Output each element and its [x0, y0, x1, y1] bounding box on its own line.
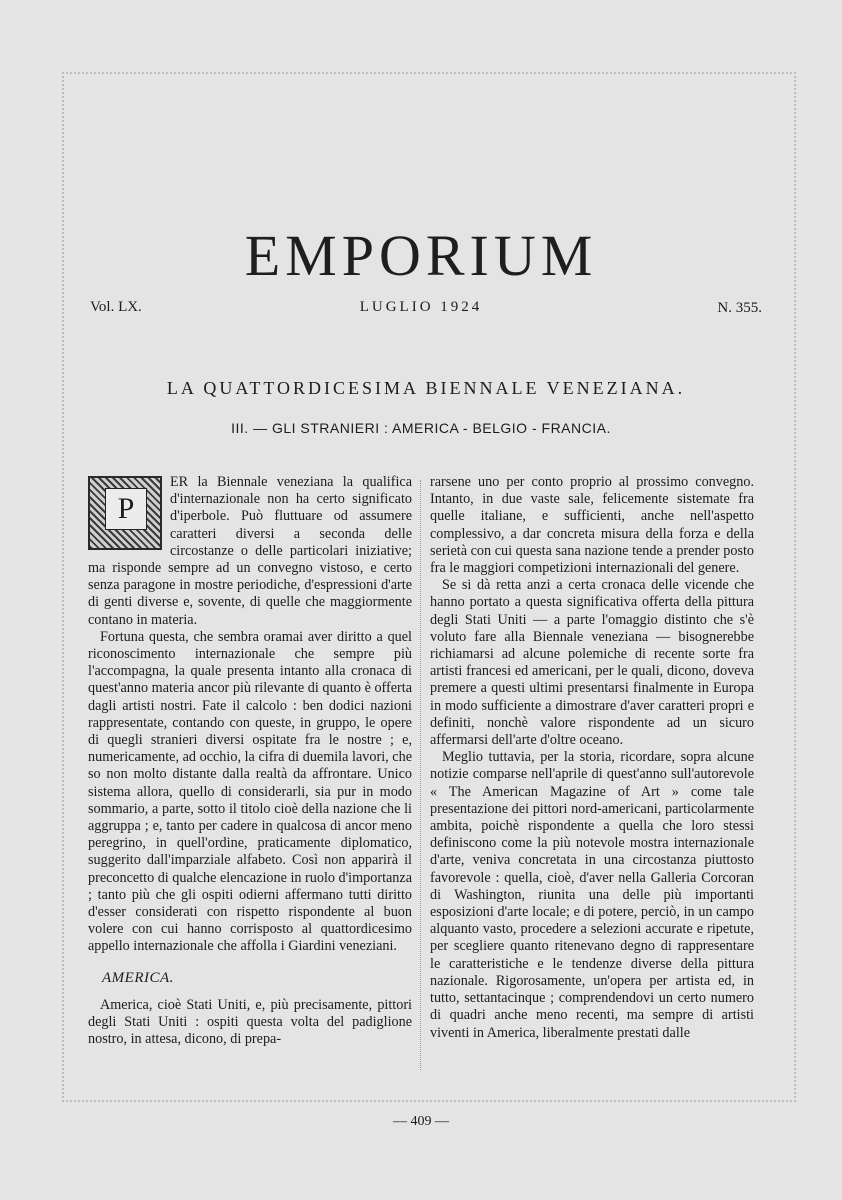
issue-number: N. 355. — [717, 300, 762, 316]
paragraph: America, cioè Stati Uniti, e, più precisamente, pittori degli Stati Uniti : ospiti questa volta del padiglione nostro, in attesa, dicono, di prepa- — [88, 996, 412, 1048]
column-separator — [420, 480, 421, 1070]
magazine-title: EMPORIUM — [244, 223, 598, 288]
volume-label: Vol. LX. — [90, 299, 142, 315]
dropcap-letter: P — [105, 488, 147, 530]
section-heading: AMERICA. — [102, 969, 174, 986]
issue-date: LUGLIO 1924 — [359, 299, 483, 315]
paragraph: Se si dà retta anzi a certa cronaca delle vicende che hanno portato a questa significativa offerta della pittura degli Stati Uniti — a parte l'omaggio distinto che s'è voluto fare alla Biennale veneziana — bisognerebbe richiamarsi ad alcune polemiche di recente sorte fra artisti francesi ed americani, per le quali, dicono, doveva premere a questi ultimi presentarsi finalmente in Europa in modo sufficiente a dimostrare d'aver caratteri propri e definiti, nonchè valore rispondente ad un sicuro affermarsi dell'arte d'oltre oceano. — [430, 577, 754, 749]
page-number: — 409 — — [393, 1114, 449, 1129]
text-column-right — [430, 474, 754, 1042]
paragraph: Fortuna questa, che sembra oramai aver diritto a quel riconoscimento internazionale che sempre più l'accompagna, la quale presenta intanto alla cronaca di quest'anno materia ancor più rilevante di quanto è offerta dagli artisti nostri. Fate il calcolo : ben dodici nazioni rappresentate, contando con queste, in gruppo, le opere di quegli stranieri diversi ospitate fra le nostre ; e, numericamente, ad occhio, la cifra di duemila lavori, che so non molto distante dalla realtà da affrontare. Unico sistema allora, quello di considerarli, sia pur in modo sommario, a parte, sotto il titolo cioè della nazione che li aggruppa ; e, tanto per cadere in qualcosa di ancor meno peregrino, in quell'ordine, praticamente diplomatico, suggerito dall'imparziale alfabeto. Così non apparirà il preconcetto di qualche elencazione in ruolo d'importanza ; tanto più che gli ospiti odierni affermano tutti diritto d'esser considerati con rispetto rispondente al buon volere con cui hanno corrisposto al quattordicesimo appello internazionale che affolla i Giardini veneziani. — [88, 628, 412, 955]
paragraph: rarsene uno per conto proprio al prossimo convegno. Intanto, in due vaste sale, felicemente sistemate fra quelle italiane, e sufficienti, anche nell'aspetto complessivo, a dar concreta misura della forza e della serietà con cui questa sana nazione tende a prender posto fra le maggiori competizioni internazionali del genere. — [430, 474, 754, 577]
article-title: LA QUATTORDICESIMA BIENNALE VENEZIANA. — [166, 378, 686, 398]
text-column-left — [88, 474, 412, 1049]
paragraph: ER la Biennale veneziana la qualifica d'internazionale non ha certo significato d'iperbole. Può fluttuare od assumere caratteri diversi a seconda delle circostanze o delle particolari iniziative; ma risponde sempre ad un convegno vistoso, e certo senza paragone in mostre periodiche, d'espressioni d'arte di genti diverse e, sovente, di quelle che maggiormente contano in materia. — [88, 474, 412, 628]
article-subtitle: III. — GLI STRANIERI : AMERICA - BELGIO - FRANCIA. — [231, 420, 611, 436]
paragraph: Meglio tuttavia, per la storia, ricordare, sopra alcune notizie comparse nell'aprile di quest'anno sull'autorevole « The American Magazine of Art » come tale presentazione dei pittori nord-americani, particolarmente ambita, poichè rispondente a quella che loro stessi definiscono come la più notevole mostra internazionale d'arte, veniva concretata in una circostanza piuttosto favorevole : quella, cioè, d'aver nella Galleria Corcoran di Washington, riunita una delle più importanti esposizioni d'arte locale; e di potere, perciò, in un campo alquanto vasto, procedere a selezioni accurate e ripetute, per scegliere quanto ritenevano degno di rappresentare le caratteristiche e le tendenze diverse della pittura nazionale. Rigorosamente, un'opera per artista ed, in tutto, settantacinque ; comprendendovi un certo numero di quadri anche meno recenti, ma sempre di artisti viventi in America, liberalmente prestati dalle — [430, 749, 754, 1041]
ornamental-dropcap — [88, 476, 162, 550]
